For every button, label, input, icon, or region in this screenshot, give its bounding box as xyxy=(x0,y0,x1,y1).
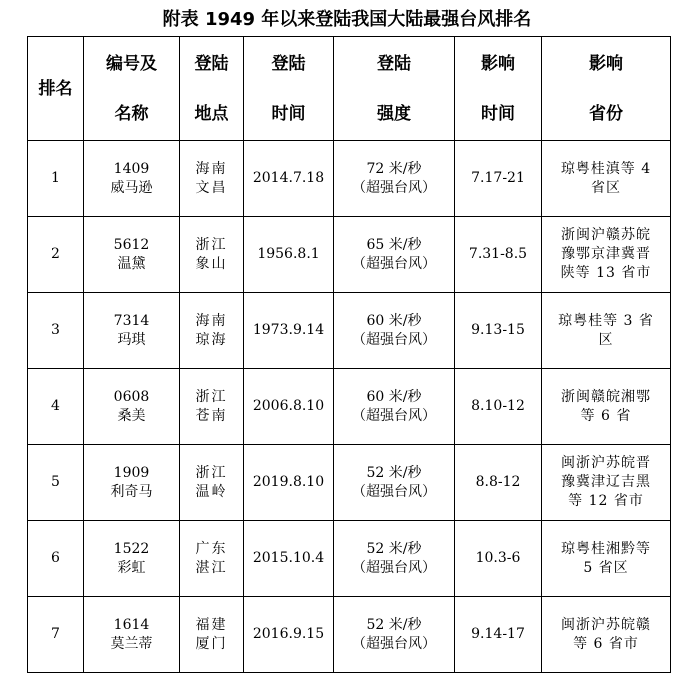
wind-speed: 72 米/秒 xyxy=(366,160,422,177)
typhoon-name: 威马逊 xyxy=(110,179,153,196)
intensity-cell xyxy=(334,217,455,293)
header-landfall-time: 登陆 时间 xyxy=(244,37,334,141)
header-code-name: 编号及 名称 xyxy=(84,37,180,141)
typhoon-name: 桑美 xyxy=(117,407,146,424)
typhoon-cell xyxy=(84,369,180,445)
impact-provinces-cell: 琼粤桂等 3 省 区 xyxy=(542,293,671,369)
typhoon-code: 7314 xyxy=(113,312,150,329)
landfall-date-cell: 1973.9.14 xyxy=(244,293,334,369)
typhoon-name: 莫兰蒂 xyxy=(110,635,153,652)
rank-cell: 4 xyxy=(28,369,84,445)
table-row xyxy=(28,597,671,673)
landfall-date-cell: 1956.8.1 xyxy=(244,217,334,293)
header-impact-provinces: 影响 省份 xyxy=(542,37,671,141)
table-row xyxy=(28,293,671,369)
typhoon-name: 利奇马 xyxy=(110,483,153,500)
intensity-cell xyxy=(334,293,455,369)
wind-speed: 52 米/秒 xyxy=(366,464,422,481)
landfall-place-cell: 福建 厦门 xyxy=(180,597,244,673)
header-rank: 排名 xyxy=(28,37,84,141)
landfall-date-cell: 2016.9.15 xyxy=(244,597,334,673)
header-row xyxy=(28,37,671,141)
impact-provinces-cell: 浙闽赣皖湘鄂 等 6 省 xyxy=(542,369,671,445)
landfall-date-cell: 2015.10.4 xyxy=(244,521,334,597)
impact-provinces-cell: 闽浙沪苏皖晋 豫冀津辽吉黑 等 12 省市 xyxy=(542,445,671,521)
intensity-level: （超强台风） xyxy=(352,483,436,500)
landfall-date-cell: 2014.7.18 xyxy=(244,141,334,217)
impact-period-cell: 8.10-12 xyxy=(455,369,542,445)
impact-period-cell: 9.14-17 xyxy=(455,597,542,673)
wind-speed: 65 米/秒 xyxy=(366,236,422,253)
rank-cell: 1 xyxy=(28,141,84,217)
impact-provinces-cell: 琼粤桂滇等 4 省区 xyxy=(542,141,671,217)
intensity-level: （超强台风） xyxy=(352,407,436,424)
intensity-level: （超强台风） xyxy=(352,179,436,196)
rank-cell: 3 xyxy=(28,293,84,369)
landfall-place-cell: 海南 文昌 xyxy=(180,141,244,217)
impact-period-cell: 8.8-12 xyxy=(455,445,542,521)
typhoon-cell xyxy=(84,141,180,217)
typhoon-code: 5612 xyxy=(113,236,150,253)
typhoon-code: 0608 xyxy=(113,388,150,405)
impact-period-cell: 7.31-8.5 xyxy=(455,217,542,293)
typhoon-name: 彩虹 xyxy=(117,559,146,576)
intensity-cell xyxy=(334,445,455,521)
landfall-place-cell: 海南 琼海 xyxy=(180,293,244,369)
wind-speed: 52 米/秒 xyxy=(366,540,422,557)
impact-provinces-cell: 浙闽沪赣苏皖 豫鄂京津冀晋 陕等 13 省市 xyxy=(542,217,671,293)
table-row xyxy=(28,521,671,597)
wind-speed: 52 米/秒 xyxy=(366,616,422,633)
impact-provinces-cell: 闽浙沪苏皖赣 等 6 省市 xyxy=(542,597,671,673)
intensity-cell xyxy=(334,141,455,217)
wind-speed: 60 米/秒 xyxy=(366,312,422,329)
rank-cell: 7 xyxy=(28,597,84,673)
rank-cell: 2 xyxy=(28,217,84,293)
landfall-date-cell: 2019.8.10 xyxy=(244,445,334,521)
table-row xyxy=(28,445,671,521)
typhoon-cell xyxy=(84,521,180,597)
table-row xyxy=(28,217,671,293)
header-landfall-place: 登陆 地点 xyxy=(180,37,244,141)
rank-cell: 6 xyxy=(28,521,84,597)
typhoon-name: 玛琪 xyxy=(117,331,146,348)
header-landfall-intensity: 登陆 强度 xyxy=(334,37,455,141)
table-title: 附表 1949 年以来登陆我国大陆最强台风排名 xyxy=(162,9,532,30)
intensity-level: （超强台风） xyxy=(352,331,436,348)
intensity-cell xyxy=(334,369,455,445)
rank-cell: 5 xyxy=(28,445,84,521)
impact-period-cell: 9.13-15 xyxy=(455,293,542,369)
intensity-cell xyxy=(334,597,455,673)
intensity-cell xyxy=(334,521,455,597)
intensity-level: （超强台风） xyxy=(352,255,436,272)
typhoon-code: 1614 xyxy=(113,616,150,633)
impact-period-cell: 7.17-21 xyxy=(455,141,542,217)
typhoon-cell xyxy=(84,293,180,369)
landfall-date-cell: 2006.8.10 xyxy=(244,369,334,445)
typhoon-cell xyxy=(84,597,180,673)
typhoon-cell xyxy=(84,217,180,293)
typhoon-ranking-table xyxy=(27,36,671,673)
table-row xyxy=(28,141,671,217)
table-row xyxy=(28,369,671,445)
header-impact-time: 影响 时间 xyxy=(455,37,542,141)
typhoon-cell xyxy=(84,445,180,521)
landfall-place-cell: 广东 湛江 xyxy=(180,521,244,597)
intensity-level: （超强台风） xyxy=(352,559,436,576)
typhoon-code: 1409 xyxy=(113,160,150,177)
intensity-level: （超强台风） xyxy=(352,635,436,652)
typhoon-code: 1909 xyxy=(113,464,150,481)
impact-period-cell: 10.3-6 xyxy=(455,521,542,597)
landfall-place-cell: 浙江 苍南 xyxy=(180,369,244,445)
typhoon-name: 温黛 xyxy=(117,255,146,272)
typhoon-code: 1522 xyxy=(113,540,150,557)
landfall-place-cell: 浙江 温岭 xyxy=(180,445,244,521)
wind-speed: 60 米/秒 xyxy=(366,388,422,405)
impact-provinces-cell: 琼粤桂湘黔等 5 省区 xyxy=(542,521,671,597)
landfall-place-cell: 浙江 象山 xyxy=(180,217,244,293)
